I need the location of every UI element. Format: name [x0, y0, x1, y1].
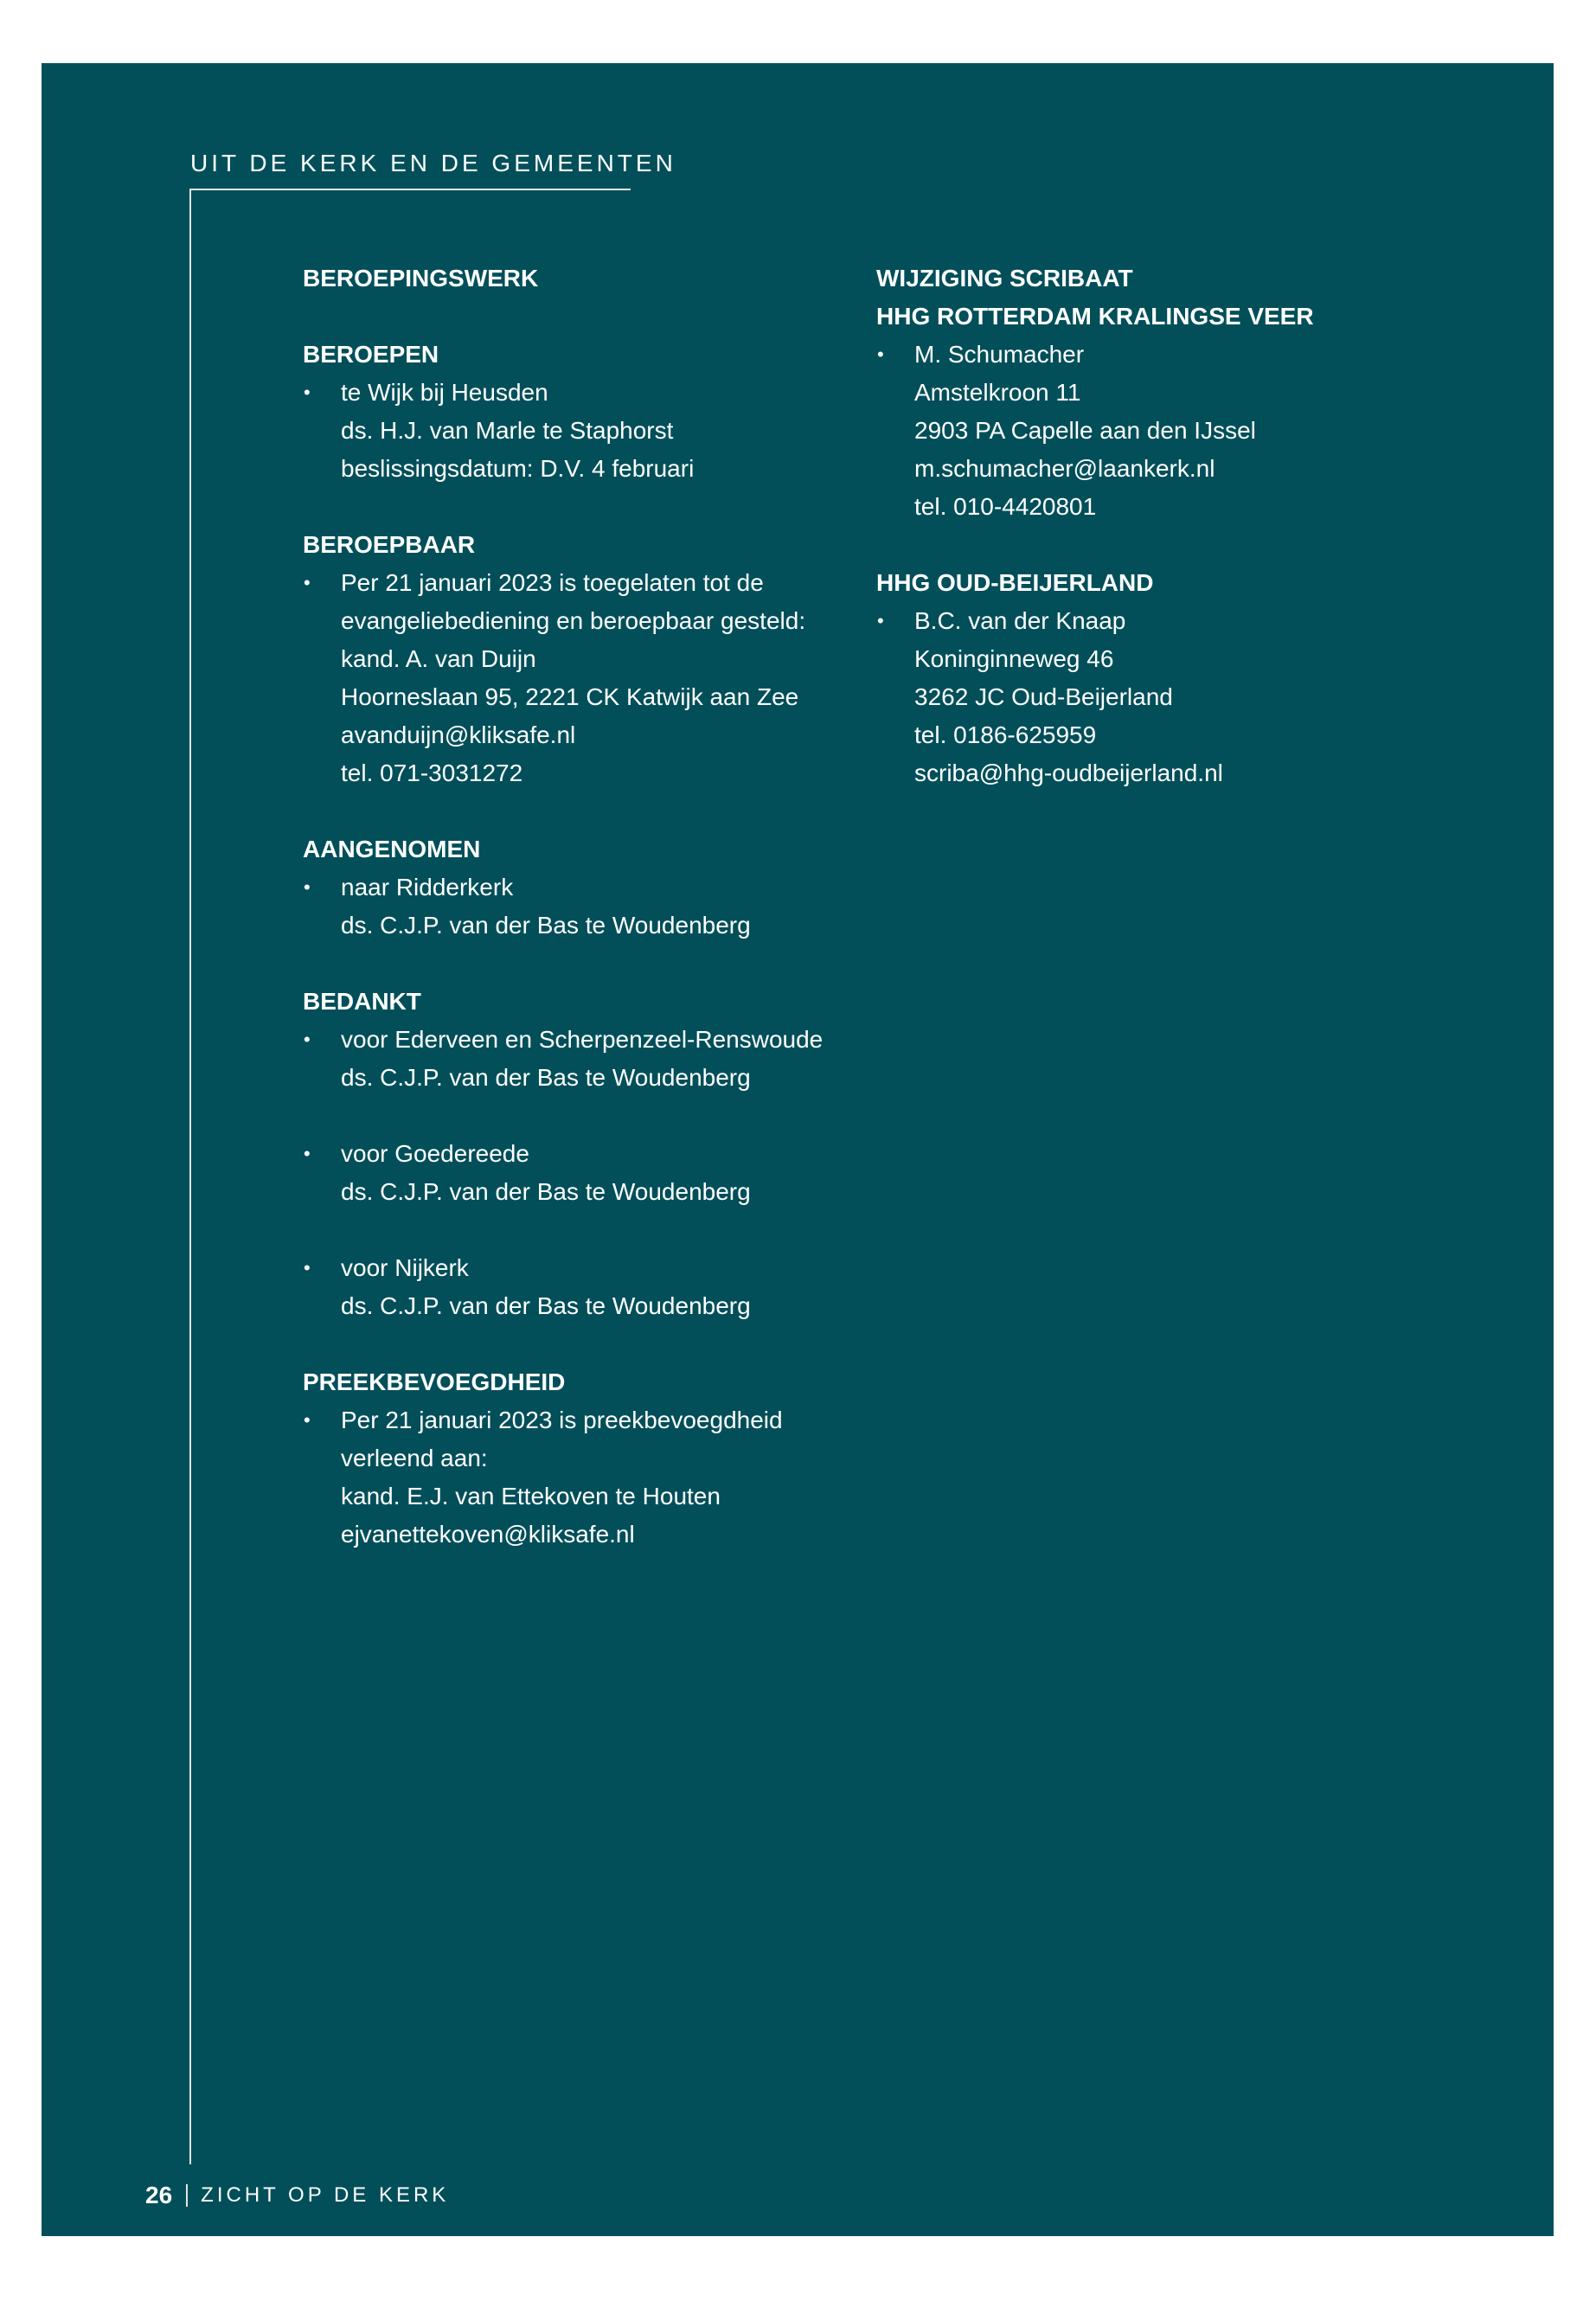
- entry-line: ds. C.J.P. van der Bas te Woudenberg: [341, 1064, 751, 1091]
- magazine-title: ZICHT OP DE KERK: [201, 2183, 450, 2207]
- entry-line: Amstelkroon 11: [914, 379, 1081, 406]
- section-heading: HHG ROTTERDAM KRALINGSE VEER: [876, 303, 1314, 330]
- entry-line: kand. A. van Duijn: [341, 645, 536, 672]
- section-heading: PREEKBEVOEGDHEID: [303, 1368, 566, 1395]
- right-column: [876, 260, 1534, 830]
- main-heading: BEROEPINGSWERK: [303, 265, 539, 292]
- rotterdam-section: [876, 298, 1534, 526]
- vertical-rule: [189, 189, 191, 2164]
- page-footer: [145, 2182, 449, 2209]
- entry-line: m.schumacher@laankerk.nl: [914, 455, 1215, 482]
- entry-line: Hoorneslaan 95, 2221 CK Katwijk aan Zee: [341, 683, 799, 710]
- bullet-icon: •: [877, 610, 884, 631]
- entry-line: M. Schumacher: [914, 341, 1085, 368]
- header-rule: [189, 189, 631, 190]
- list-item: [303, 1135, 908, 1211]
- bullet-icon: •: [304, 1143, 311, 1164]
- entry-line: ds. C.J.P. van der Bas te Woudenberg: [341, 1178, 751, 1205]
- entry-line: naar Ridderkerk: [341, 874, 514, 901]
- bullet-icon: •: [304, 1257, 311, 1279]
- section-header: UIT DE KERK EN DE GEMEENTEN: [190, 150, 676, 176]
- left-column: [303, 260, 908, 1592]
- entry-line: Per 21 januari 2023 is toegelaten tot de: [341, 569, 764, 596]
- entry-line: 3262 JC Oud-Beijerland: [914, 683, 1173, 710]
- list-item: [876, 336, 1534, 526]
- bullet-icon: •: [877, 343, 884, 365]
- bullet-icon: •: [304, 381, 311, 403]
- list-item: [303, 1401, 908, 1554]
- entry-line: voor Goedereede: [341, 1140, 529, 1167]
- footer-divider: [186, 2184, 188, 2207]
- oud-beijerland-section: [876, 564, 1534, 792]
- list-item: [876, 602, 1534, 792]
- bullet-icon: •: [304, 1409, 311, 1431]
- beroepen-section: [303, 336, 908, 488]
- section-heading: HHG OUD-BEIJERLAND: [876, 569, 1154, 596]
- entry-line: 2903 PA Capelle aan den IJssel: [914, 417, 1256, 444]
- entry-line: Per 21 januari 2023 is preekbevoegdheid: [341, 1407, 783, 1433]
- entry-line: tel. 071-3031272: [341, 760, 523, 786]
- entry-line: Koninginneweg 46: [914, 645, 1114, 672]
- page-panel: [42, 63, 1554, 2236]
- section-heading: BEDANKT: [303, 988, 421, 1015]
- entry-line: scriba@hhg-oudbeijerland.nl: [914, 760, 1223, 786]
- entry-line: avanduijn@kliksafe.nl: [341, 721, 576, 748]
- list-item: [303, 564, 908, 792]
- entry-line: ejvanettekoven@kliksafe.nl: [341, 1521, 635, 1548]
- entry-line: B.C. van der Knaap: [914, 607, 1126, 634]
- entry-line: te Wijk bij Heusden: [341, 379, 548, 406]
- beroepingswerk-block: [303, 260, 908, 298]
- preekbevoegdheid-section: [303, 1363, 908, 1554]
- entry-line: ds. C.J.P. van der Bas te Woudenberg: [341, 912, 751, 939]
- entry-line: kand. E.J. van Ettekoven te Houten: [341, 1483, 721, 1509]
- entry-line: ds. C.J.P. van der Bas te Woudenberg: [341, 1292, 751, 1319]
- page-number: 26: [145, 2182, 173, 2208]
- entry-line: ds. H.J. van Marle te Staphorst: [341, 417, 674, 444]
- list-item: [303, 1249, 908, 1325]
- list-item: [303, 1021, 908, 1097]
- section-heading: AANGENOMEN: [303, 836, 481, 862]
- entry-line: beslissingsdatum: D.V. 4 februari: [341, 455, 695, 482]
- bullet-icon: •: [304, 572, 311, 593]
- wijziging-scribaat-heading: WIJZIGING SCRIBAAT: [876, 265, 1133, 292]
- section-heading: BEROEPEN: [303, 341, 439, 368]
- entry-line: voor Ederveen en Scherpenzeel-Renswoude: [341, 1026, 824, 1053]
- bullet-icon: •: [304, 876, 311, 898]
- bedankt-section: [303, 983, 908, 1325]
- section-heading: BEROEPBAAR: [303, 531, 476, 558]
- beroepbaar-section: [303, 526, 908, 792]
- entry-line: evangeliebediening en beroepbaar gesteld:: [341, 607, 806, 634]
- entry-line: voor Nijkerk: [341, 1254, 469, 1281]
- entry-line: tel. 010-4420801: [914, 493, 1097, 520]
- entry-line: tel. 0186-625959: [914, 721, 1097, 748]
- bullet-icon: •: [304, 1029, 311, 1050]
- aangenomen-section: [303, 830, 908, 945]
- entry-line: verleend aan:: [341, 1445, 488, 1471]
- list-item: [303, 374, 908, 488]
- list-item: [303, 868, 908, 945]
